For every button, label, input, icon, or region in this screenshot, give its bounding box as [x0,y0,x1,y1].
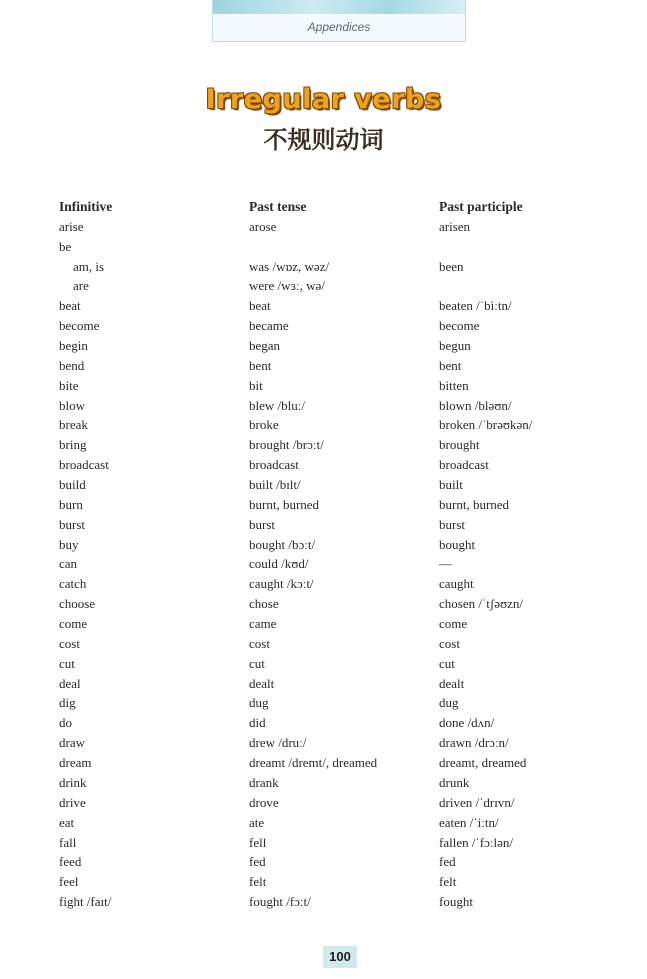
infinitive-cell: do [59,715,72,731]
table-row [59,654,619,674]
section-label: Appendices [307,20,371,34]
infinitive-cell: deal [59,675,81,691]
infinitive-cell: begin [59,338,88,354]
table-row [59,475,619,495]
past-participle-cell: bitten [439,377,469,393]
infinitive-cell: become [59,318,100,334]
past-participle-cell: broadcast [439,457,489,473]
infinitive-cell: eat [59,814,75,830]
table-row [59,495,619,515]
past-tense-cell: cut [249,655,265,671]
table-row [59,833,619,853]
table-row [59,257,619,277]
past-tense-cell: cost [249,635,270,651]
infinitive-cell: drive [59,794,86,810]
page-title: Irregular verbs [205,84,442,115]
infinitive-cell: burst [59,516,85,532]
infinitive-cell: can [59,556,78,572]
table-row [59,435,619,455]
page-number: 100 [323,946,357,968]
past-tense-cell: fed [249,854,266,870]
infinitive-cell: broadcast [59,457,109,473]
past-participle-cell: broken /ˈbrəʊkən/ [439,417,533,433]
past-tense-cell: beat [249,298,271,314]
past-participle-cell: built [439,477,463,493]
table-row [59,356,619,376]
past-tense-cell: dreamt /dremt/, dreamed [249,755,378,771]
column-header-infinitive: Infinitive [59,199,113,214]
infinitive-cell: cost [59,635,80,651]
table-row [59,872,619,892]
past-participle-cell: come [439,616,468,632]
table-row [59,376,619,396]
past-participle-cell: become [439,318,480,334]
past-participle-cell: felt [439,874,457,890]
past-tense-cell: drew /druː/ [249,735,307,751]
infinitive-cell: beat [59,298,81,314]
table-row [59,773,619,793]
past-tense-cell: dug [249,695,269,711]
table-row [59,753,619,773]
past-tense-cell: did [249,715,266,731]
past-participle-cell: driven /ˈdrɪvn/ [439,794,515,810]
past-tense-cell: burst [249,516,275,532]
past-tense-cell: could /kʊd/ [249,556,309,572]
past-participle-cell: chosen /ˈtʃəʊzn/ [439,596,524,612]
past-participle-cell: fought [439,894,473,910]
past-tense-cell: fought /fɔːt/ [249,894,311,910]
table-row [59,237,619,257]
past-participle-cell: caught [439,576,474,592]
past-tense-cell: was /wɒz, wəz/ [249,258,330,274]
infinitive-cell: break [59,417,88,433]
irregular-verbs-table [59,197,619,912]
past-tense-cell: were /wɜː, wə/ [249,278,325,294]
infinitive-cell: buy [59,536,79,552]
section-header-tab [212,0,466,42]
past-tense-cell: dealt [249,675,275,691]
table-row [59,813,619,833]
infinitive-cell: build [59,477,86,493]
past-tense-cell: began [249,338,281,354]
past-participle-cell: brought [439,437,480,453]
infinitive-cell: come [59,616,88,632]
infinitive-cell: drink [59,774,87,790]
table-row [59,316,619,336]
past-participle-cell: burnt, burned [439,496,510,512]
past-participle-cell: eaten /ˈiːtn/ [439,814,499,830]
past-participle-cell: blown /bləʊn/ [439,397,512,413]
table-row [59,217,619,237]
past-tense-cell: came [249,616,277,632]
past-participle-cell: fed [439,854,456,870]
table-row [59,614,619,634]
past-tense-cell: ate [249,814,265,830]
past-participle-cell: done /dʌn/ [439,715,495,731]
infinitive-cell: fall [59,834,77,850]
infinitive-cell: fight /faɪt/ [59,894,112,910]
past-participle-cell: drawn /drɔːn/ [439,735,509,751]
past-tense-cell: built /bɪlt/ [249,477,301,493]
column-header-past-tense: Past tense [249,199,307,214]
past-tense-cell: broke [249,417,279,433]
past-tense-cell: burnt, burned [249,496,320,512]
infinitive-cell: are [73,278,89,294]
past-tense-cell: caught /kɔːt/ [249,576,314,592]
past-participle-cell: dug [439,695,459,711]
past-tense-cell: bent [249,357,272,373]
infinitive-cell: catch [59,576,87,592]
table-row [59,793,619,813]
infinitive-cell: dig [59,695,76,711]
table-row [59,276,619,296]
past-tense-cell: drank [249,774,279,790]
past-participle-cell: arisen [439,218,471,234]
past-tense-cell: brought /brɔːt/ [249,437,324,453]
past-tense-cell: fell [249,834,267,850]
past-participle-cell: bought [439,536,476,552]
infinitive-cell: feel [59,874,79,890]
header-decorative-band [213,0,465,14]
past-tense-cell: chose [249,596,279,612]
infinitive-cell: be [59,238,72,254]
past-participle-cell: dreamt, dreamed [439,755,527,771]
past-tense-cell: arose [249,218,277,234]
infinitive-cell: arise [59,218,84,234]
infinitive-cell: draw [59,735,85,751]
infinitive-cell: dream [59,755,92,771]
past-tense-cell: bit [249,377,263,393]
table-row [59,574,619,594]
past-participle-cell: cut [439,655,455,671]
past-participle-cell: bent [439,357,462,373]
infinitive-cell: feed [59,854,82,870]
column-header-past-participle: Past participle [439,199,523,214]
table-row [59,594,619,614]
page-subtitle-chinese: 不规则动词 [263,125,384,154]
past-participle-cell: drunk [439,774,470,790]
table-row [59,554,619,574]
past-tense-cell: became [249,318,289,334]
table-row [59,455,619,475]
table-row [59,713,619,733]
table-row [59,336,619,356]
past-tense-cell: blew /bluː/ [249,397,305,413]
infinitive-cell: blow [59,397,85,413]
table-row [59,634,619,654]
table-header-row [59,197,619,217]
table-row [59,733,619,753]
table-row [59,892,619,912]
past-tense-cell: bought /bɔːt/ [249,536,316,552]
infinitive-cell: bite [59,377,79,393]
infinitive-cell: cut [59,655,75,671]
infinitive-cell: bring [59,437,87,453]
past-participle-cell: burst [439,516,465,532]
table-row [59,693,619,713]
past-participle-cell: fallen /ˈfɔːlən/ [439,834,513,850]
past-participle-cell: begun [439,338,471,354]
past-tense-cell: broadcast [249,457,299,473]
table-row [59,415,619,435]
infinitive-cell: bend [59,357,85,373]
table-row [59,515,619,535]
past-participle-cell: dealt [439,675,465,691]
table-row [59,296,619,316]
infinitive-cell: am, is [73,258,105,274]
table-row [59,674,619,694]
past-tense-cell: drove [249,794,279,810]
past-participle-cell: — [439,556,452,572]
past-participle-cell: been [439,258,464,274]
infinitive-cell: burn [59,496,83,512]
table-row [59,396,619,416]
past-participle-cell: cost [439,635,460,651]
past-tense-cell: felt [249,874,267,890]
past-participle-cell: beaten /ˈbiːtn/ [439,298,512,314]
table-row [59,535,619,555]
table-row [59,852,619,872]
infinitive-cell: choose [59,596,96,612]
